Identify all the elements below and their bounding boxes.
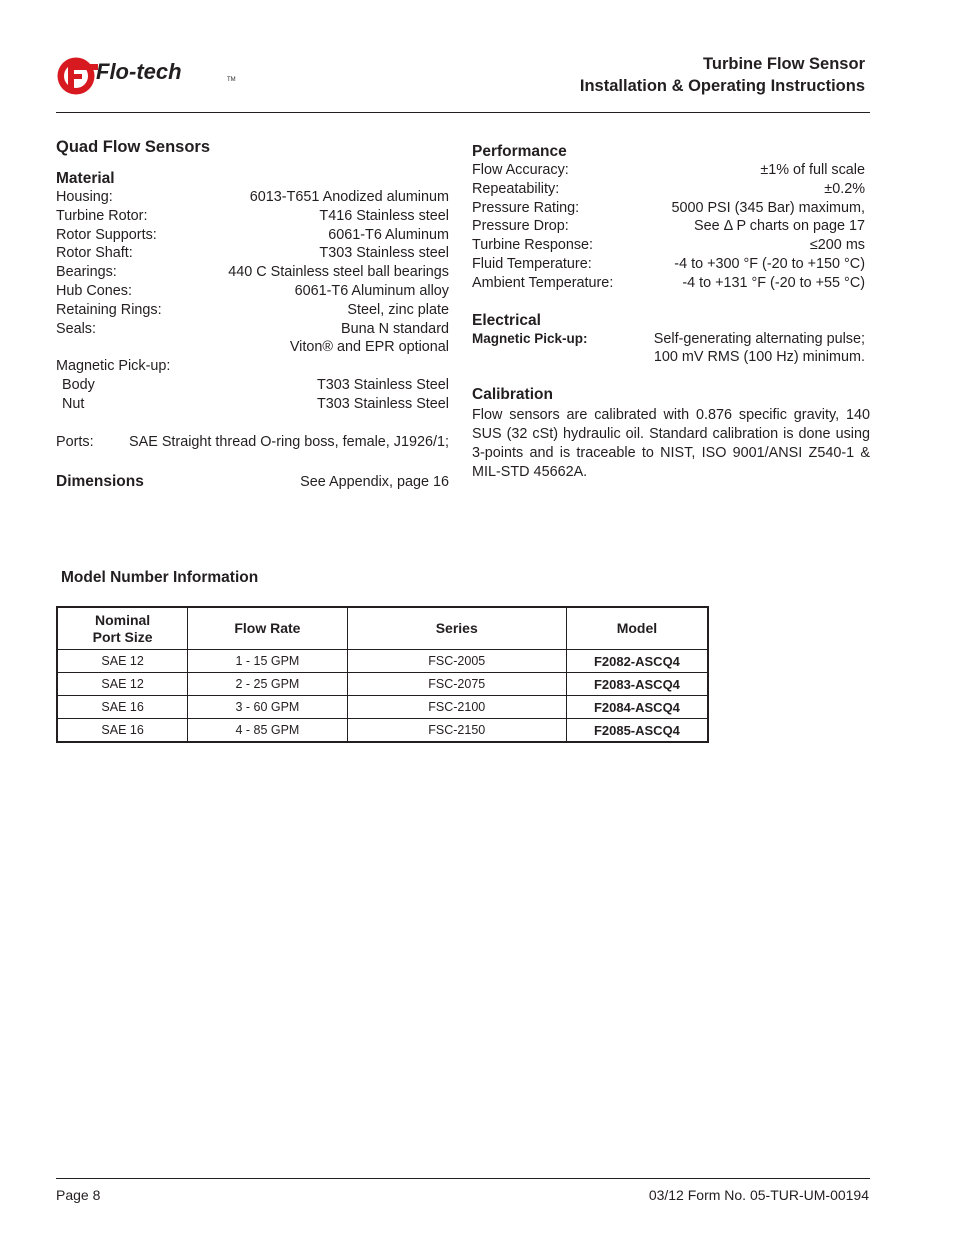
document-title-line1: Turbine Flow Sensor bbox=[703, 55, 865, 73]
material-row: Bearings: 440 C Stainless steel ball bearings bbox=[56, 264, 449, 281]
cell-series: FSC-2150 bbox=[347, 719, 566, 743]
material-row: Hub Cones: 6061-T6 Aluminum alloy bbox=[56, 282, 449, 299]
page-number: Page 8 bbox=[56, 1187, 101, 1203]
cell-flow: 4 - 85 GPM bbox=[188, 719, 347, 743]
cell-model: F2083-ASCQ4 bbox=[566, 673, 708, 696]
table-row bbox=[57, 650, 708, 673]
performance-list bbox=[472, 161, 865, 293]
cell-series: FSC-2075 bbox=[347, 673, 566, 696]
material-row: Viton® and EPR optional bbox=[289, 339, 449, 356]
cell-model: F2082-ASCQ4 bbox=[566, 650, 708, 673]
pickup-row: Nut T303 Stainless Steel bbox=[62, 395, 449, 412]
electrical-row-cont: 100 mV RMS (100 Hz) minimum. bbox=[653, 349, 865, 366]
flo-tech-logo-icon bbox=[55, 55, 240, 97]
performance-heading: Performance bbox=[472, 143, 567, 160]
material-row: Rotor Shaft: T303 Stainless steel bbox=[56, 245, 449, 262]
performance-row: Fluid Temperature: -4 to +300 °F (-20 to +150 °C) bbox=[472, 255, 865, 272]
ports-row: Ports: SAE Straight thread O-ring boss, female, J1926/1; bbox=[56, 433, 449, 450]
model-table bbox=[56, 606, 709, 743]
header-series: Series bbox=[347, 607, 566, 650]
cell-series: FSC-2005 bbox=[347, 650, 566, 673]
material-heading: Material bbox=[56, 170, 115, 187]
electrical-row: Magnetic Pick-up: Self-generating alternating pulse; bbox=[472, 330, 865, 347]
material-row: Rotor Supports: 6061-T6 Aluminum bbox=[56, 226, 449, 243]
table-row bbox=[57, 673, 708, 696]
material-list bbox=[56, 188, 449, 357]
header-divider bbox=[56, 112, 870, 113]
svg-text:TM: TM bbox=[227, 77, 236, 83]
performance-row: Pressure Drop: See Δ P charts on page 17 bbox=[472, 218, 865, 235]
footer-divider bbox=[56, 1178, 870, 1179]
dimensions-row: Dimensions See Appendix, page 16 bbox=[56, 473, 449, 491]
right-column bbox=[472, 143, 870, 481]
cell-flow: 3 - 60 GPM bbox=[188, 696, 347, 719]
cell-port: SAE 16 bbox=[57, 696, 188, 719]
cell-port: SAE 16 bbox=[57, 719, 188, 743]
left-column bbox=[56, 138, 449, 492]
pickup-row: Body T303 Stainless Steel bbox=[62, 376, 449, 393]
header-port-size: Nominal Port Size bbox=[57, 607, 188, 650]
header-flow-rate: Flow Rate bbox=[188, 607, 347, 650]
performance-row: Ambient Temperature: -4 to +131 °F (-20 to +55 °C) bbox=[472, 274, 865, 291]
model-info-title: Model Number Information bbox=[61, 569, 259, 586]
cell-flow: 2 - 25 GPM bbox=[188, 673, 347, 696]
cell-model: F2084-ASCQ4 bbox=[566, 696, 708, 719]
material-row: Seals: Buna N standard bbox=[56, 320, 449, 337]
performance-row: Pressure Rating: 5000 PSI (345 Bar) maximum, bbox=[472, 199, 865, 216]
document-title-line2: Installation & Operating Instructions bbox=[579, 77, 865, 95]
pickup-label: Magnetic Pick-up: bbox=[56, 358, 171, 375]
electrical-heading: Electrical bbox=[472, 311, 541, 329]
material-row: Housing: 6013-T651 Anodized aluminum bbox=[56, 189, 449, 205]
form-number: 03/12 Form No. 05-TUR-UM-00194 bbox=[648, 1187, 869, 1203]
cell-port: SAE 12 bbox=[57, 673, 188, 696]
cell-port: SAE 12 bbox=[57, 650, 188, 673]
performance-row: Turbine Response: ≤200 ms bbox=[472, 237, 865, 254]
material-row: Retaining Rings: Steel, zinc plate bbox=[56, 301, 449, 318]
calibration-heading: Calibration bbox=[472, 386, 553, 404]
table-header-row bbox=[57, 607, 708, 650]
calibration-text: Flow sensors are calibrated with 0.876 specific gravity, 140 SUS (32 cSt) hydraulic oil. Standard calibration is done using 3-points and is traceable to NIST, ISO 9001/ANSI Z540-1 & MIL-STD 45662A. bbox=[472, 407, 870, 480]
cell-series: FSC-2100 bbox=[347, 696, 566, 719]
table-row bbox=[57, 719, 708, 743]
cell-flow: 1 - 15 GPM bbox=[188, 650, 347, 673]
performance-row: Flow Accuracy: ±1% of full scale bbox=[472, 162, 865, 178]
section-title: Quad Flow Sensors bbox=[56, 138, 211, 156]
performance-row: Repeatability: ±0.2% bbox=[472, 180, 865, 197]
flo-tech-logo bbox=[55, 55, 240, 97]
svg-text:Flo-tech: Flo-tech bbox=[96, 59, 182, 84]
header-model: Model bbox=[566, 607, 708, 650]
document-title bbox=[580, 53, 865, 97]
cell-model: F2085-ASCQ4 bbox=[566, 719, 708, 743]
material-row: Turbine Rotor: T416 Stainless steel bbox=[56, 207, 449, 224]
table-row bbox=[57, 696, 708, 719]
